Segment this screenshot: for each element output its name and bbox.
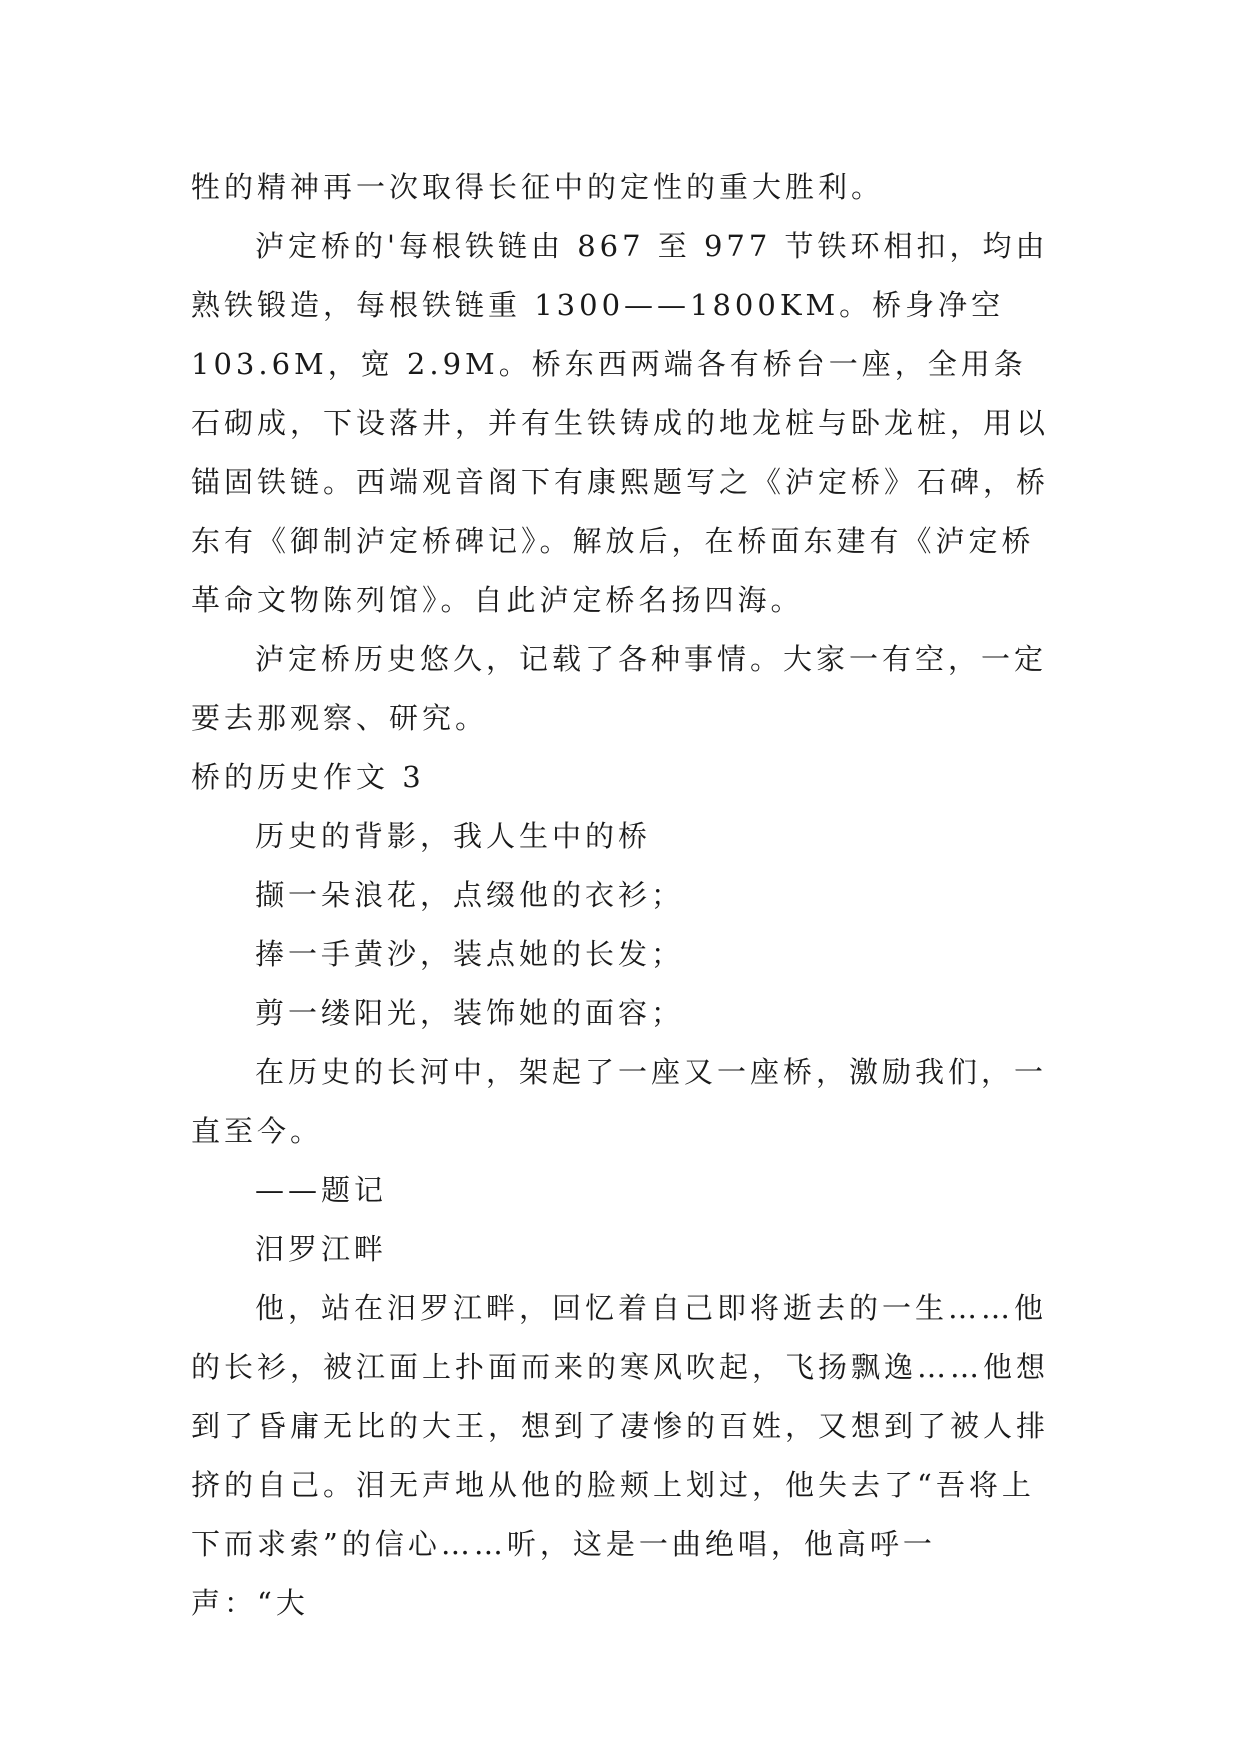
section-heading: 桥的历史作文 3 [191, 760, 425, 794]
poem-line-1: 历史的背影，我人生中的桥 [255, 819, 652, 853]
poem-line-4: 剪一缕阳光，装饰她的面容； [255, 996, 685, 1030]
document-body [191, 158, 1053, 1633]
poem-line-5: 在历史的长河中，架起了一座又一座桥，激励我们，一直至今。 [191, 1055, 1048, 1148]
paragraph-miluo: 他，站在汨罗江畔，回忆着自己即将逝去的一生……他的长衫，被江面上扑面而来的寒风吹起，飞扬飘逸……他想到了昏庸无比的大王，想到了凄惨的百姓，又想到了被人排挤的自己。泪无声地从他的脸颊上划过，他失去了“吾将上下而求索”的信心……听，这是一曲绝唱，他高呼一声：“大 [191, 1291, 1050, 1620]
poem-line-3: 捧一手黄沙，装点她的长发； [255, 937, 685, 971]
paragraph-bridge-details: 泸定桥的'每根铁链由 867 至 977 节铁环相扣，均由熟铁锻造，每根铁链重 1300——1800KM。桥身净空 103.6M，宽 2.9M。桥东西两端各有桥台一座，全用条石砌成，下设落井，并有生铁铸成的地龙桩与卧龙桩，用以锚固铁链。西端观音阁下有康熙题写之《泸定桥》石碑，桥东有《御制泸定桥碑记》。解放后，在桥面东建有《泸定桥革命文物陈列馆》。自此泸定桥名扬四海。 [191, 229, 1050, 617]
poem-line-2: 撷一朵浪花，点缀他的衣衫； [255, 878, 685, 912]
subheading-miluo: 汨罗江畔 [255, 1232, 388, 1266]
epigraph-label: ——题记 [255, 1173, 388, 1207]
paragraph-bridge-history: 泸定桥历史悠久，记载了各种事情。大家一有空，一定要去那观察、研究。 [191, 642, 1048, 735]
paragraph-continuation: 牲的精神再一次取得长征中的定性的重大胜利。 [191, 170, 885, 204]
